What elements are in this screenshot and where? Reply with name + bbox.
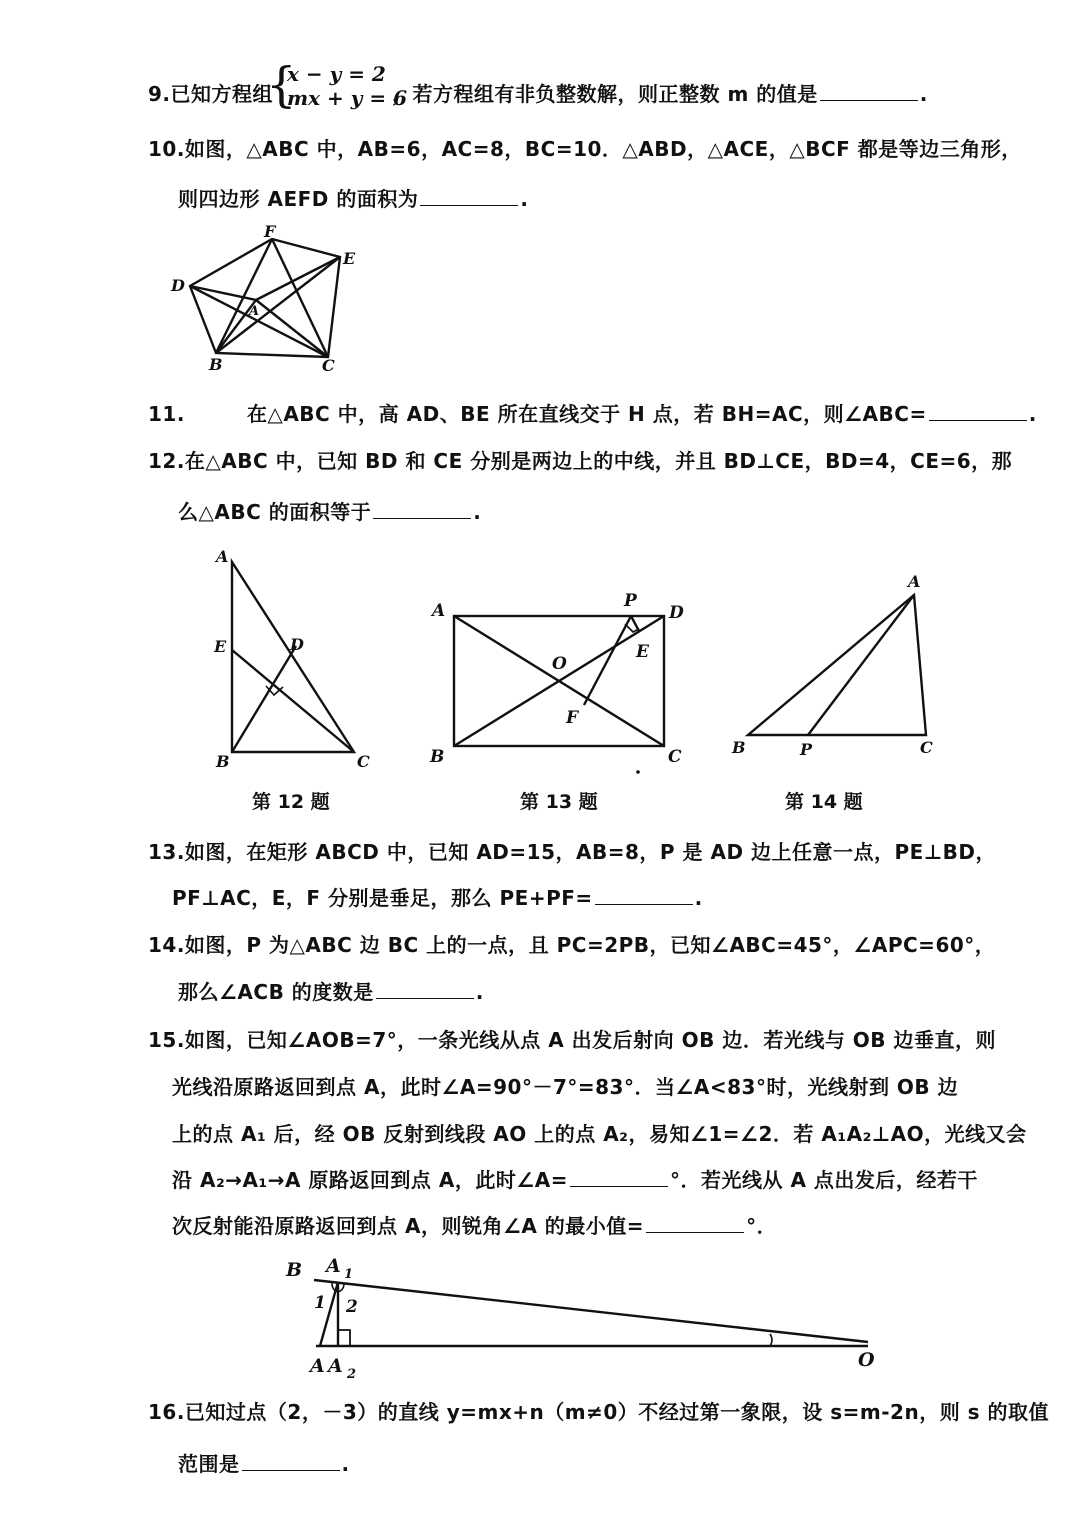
- fig14-caption: 第 14 题: [785, 791, 863, 813]
- fig12-ce: [232, 650, 354, 752]
- q9-line-rest: [392, 78, 928, 107]
- fig15-label-1: 1: [314, 1293, 326, 1313]
- q13-text2: PF⊥AC，E，F 分别是垂足，那么 PE+PF=: [172, 886, 593, 910]
- fig13-label-f: F: [566, 708, 579, 728]
- q15-text4a: 沿 A₂→A₁→A 原路返回到点 A，此时∠A=: [172, 1168, 569, 1192]
- fig15-right-angle: [338, 1330, 350, 1346]
- fig12-label-c: C: [357, 752, 370, 771]
- q14-text1: 14.如图，P 为△ABC 边 BC 上的一点，且 PC=2PB，已知∠ABC=45°，∠APC=60°，: [148, 933, 996, 957]
- q15-line2: [172, 1071, 958, 1100]
- q12-line1: [148, 445, 1012, 474]
- fig13-label-p: P: [624, 591, 637, 611]
- q9-answer-blank[interactable]: [820, 82, 918, 101]
- figure-13: [420, 580, 710, 780]
- q9-system: [287, 62, 407, 110]
- fig12-label-a: A: [216, 547, 229, 566]
- q12-answer-blank[interactable]: [373, 500, 471, 519]
- fig10-ac: [256, 300, 328, 357]
- q9-brace: {: [266, 57, 297, 113]
- q16-line2: [178, 1448, 350, 1477]
- q15-text1: 15.如图，已知∠AOB=7°，一条光线从点 A 出发后射向 OB 边．若光线与 OB 边垂直，则: [148, 1028, 997, 1052]
- fig13-label-c: C: [668, 747, 682, 767]
- fig13-caption: 第 13 题: [520, 791, 598, 813]
- q14-end: .: [475, 980, 484, 1004]
- q10-text2: 则四边形 AEFD 的面积为: [178, 187, 419, 211]
- fig14-label-b: B: [732, 738, 746, 757]
- q15-line4: [172, 1164, 978, 1193]
- fig10-fc: [272, 239, 328, 357]
- fig14-ap: [808, 595, 914, 735]
- fig12-label-e: E: [214, 637, 227, 656]
- q15-text2: 光线沿原路返回到点 A，此时∠A=90°－7°=83°．当∠A<83°时，光线射到 OB 边: [172, 1075, 959, 1099]
- q11-text: 在△ABC 中，高 AD、BE 所在直线交于 H 点，若 BH=AC，则∠ABC=: [246, 402, 927, 426]
- figure-10: [160, 220, 370, 380]
- figure-12: [200, 540, 390, 780]
- fig13-label-e: E: [636, 642, 649, 662]
- fig15-label-a2-sub: 2: [347, 1367, 357, 1382]
- q11-end: .: [1028, 402, 1037, 426]
- q15-answer-blank-2[interactable]: [646, 1214, 744, 1233]
- q11-prefix: 11.: [148, 402, 185, 426]
- fig12-bd: [232, 646, 296, 752]
- q11-line: [148, 398, 1037, 427]
- q12-line2: [178, 496, 481, 525]
- q15-text5b: °．: [746, 1214, 778, 1238]
- q15-answer-blank-1[interactable]: [570, 1168, 668, 1187]
- q16-end: .: [341, 1452, 350, 1476]
- fig10-label-f: F: [264, 222, 276, 241]
- fig15-label-a2: A: [328, 1355, 343, 1377]
- fig13-label-b: B: [430, 747, 445, 767]
- fig15-label-a: A: [310, 1355, 325, 1377]
- q15-line3: [172, 1118, 1027, 1147]
- fig10-label-a: A: [249, 304, 260, 319]
- q13-end: .: [694, 886, 703, 910]
- q9-suffix: ，若方程组有非负整数解，则正整数 m 的值是: [392, 82, 818, 106]
- q9-eq2: mx + y = 6: [287, 86, 407, 110]
- fig14-label-a: A: [908, 572, 921, 591]
- fig10-label-b: B: [209, 355, 223, 374]
- fig15-label-a1-sub: 1: [344, 1267, 354, 1282]
- figure-14: [720, 565, 950, 765]
- q11-answer-blank[interactable]: [929, 402, 1027, 421]
- q10-answer-blank[interactable]: [420, 187, 518, 206]
- q15-text5a: 次反射能沿原路返回到点 A，则锐角∠A 的最小值=: [172, 1214, 645, 1238]
- q9-end: .: [919, 82, 928, 106]
- fig14-label-p: P: [800, 740, 813, 759]
- fig13-label-a: A: [432, 601, 446, 621]
- fig14-label-c: C: [920, 738, 933, 757]
- fig12-label-b: B: [216, 752, 230, 771]
- fig15-ob: [314, 1280, 868, 1342]
- fig15-angle-o: [770, 1334, 772, 1346]
- fig15-label-a1: A: [326, 1255, 341, 1277]
- fig10-dc: [190, 286, 328, 357]
- q14-line1: [148, 929, 995, 958]
- q13-line2: [172, 882, 703, 911]
- fig12-label-d: D: [290, 635, 304, 654]
- fig10-eb: [216, 257, 340, 353]
- fig15-label-o: O: [858, 1349, 875, 1371]
- fig15-label-2: 2: [346, 1297, 358, 1317]
- q14-text2: 那么∠ACB 的度数是: [178, 980, 374, 1004]
- q10-text1: 10.如图，△ABC 中，AB=6，AC=8，BC=10．△ABD，△ACE，△BCF 都是等边三角形，: [148, 137, 1022, 161]
- fig10-label-d: D: [171, 276, 185, 295]
- figure-15: [270, 1250, 890, 1390]
- q13-line1: [148, 836, 996, 865]
- q15-text4b: °．若光线从 A 点出发后，经若干: [670, 1168, 978, 1192]
- fig13-dot: [636, 770, 640, 774]
- q10-end: .: [520, 187, 529, 211]
- q9-eq1: x − y = 2: [287, 62, 386, 86]
- fig13-label-o: O: [552, 654, 567, 674]
- q15-text3: 上的点 A₁ 后，经 OB 反射到线段 AO 上的点 A₂，易知∠1=∠2．若 A₁A₂⊥AO，光线又会: [172, 1122, 1027, 1146]
- q14-answer-blank[interactable]: [376, 980, 474, 999]
- fig12-caption: 第 12 题: [252, 791, 330, 813]
- q15-line5: [172, 1210, 777, 1239]
- q15-line1: [148, 1024, 996, 1053]
- fig10-label-c: C: [322, 356, 335, 375]
- q16-answer-blank[interactable]: [242, 1452, 340, 1471]
- q12-text1: 12.在△ABC 中，已知 BD 和 CE 分别是两边上的中线，并且 BD⊥CE，BD=4，CE=6，那: [148, 449, 1013, 473]
- fig10-label-e: E: [343, 249, 356, 268]
- q16-text2: 范围是: [178, 1452, 240, 1476]
- q16-text1: 16.已知过点（2，－3）的直线 y=mx+n（m≠0）不经过第一象限，设 s=m-2n，则 s 的取值: [148, 1400, 1050, 1424]
- q13-text1: 13.如图，在矩形 ABCD 中，已知 AD=15，AB=8，P 是 AD 边上任意一点，PE⊥BD，: [148, 840, 996, 864]
- q10-line2: [178, 183, 528, 212]
- q14-line2: [178, 976, 484, 1005]
- q9-prefix: 9.已知方程组: [148, 82, 274, 106]
- fig15-label-b: B: [286, 1259, 303, 1281]
- q10-line1: [148, 133, 1022, 162]
- fig13-label-d: D: [669, 603, 684, 623]
- q9-line: [148, 78, 273, 107]
- q16-line1: [148, 1396, 1049, 1425]
- q12-text2: 么△ABC 的面积等于: [178, 500, 372, 524]
- q12-end: .: [473, 500, 482, 524]
- q13-answer-blank[interactable]: [595, 886, 693, 905]
